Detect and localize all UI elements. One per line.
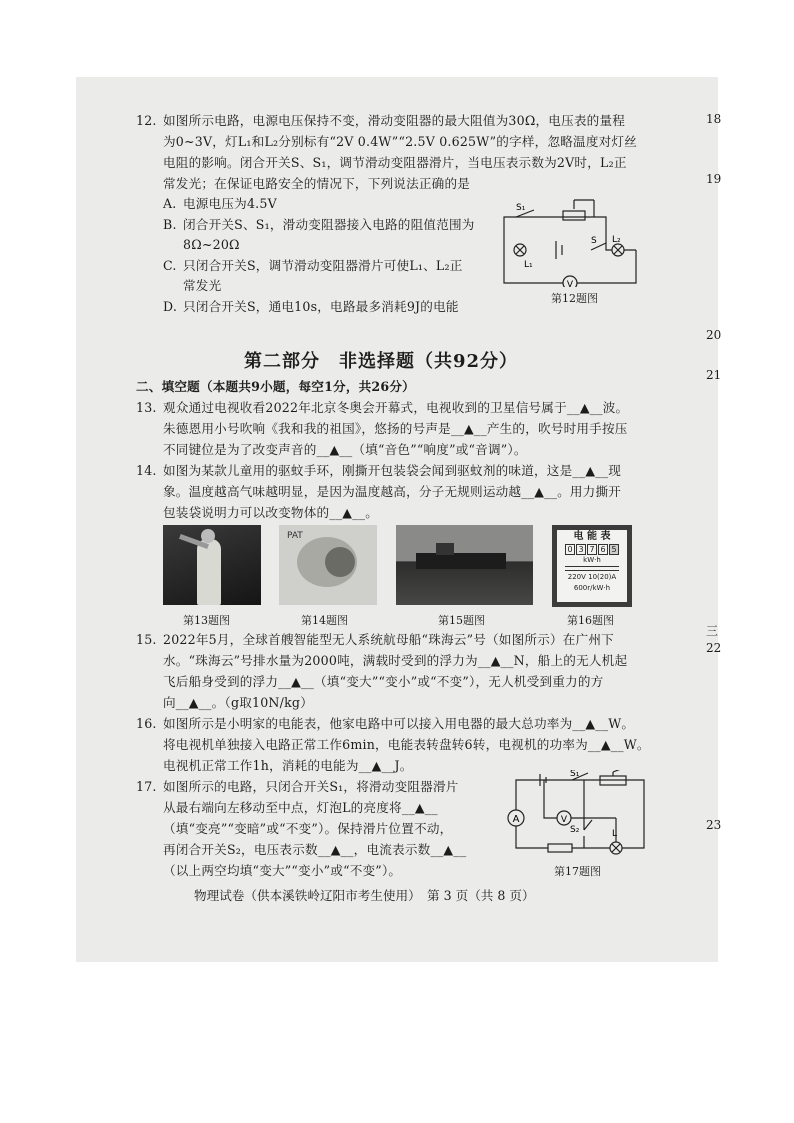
margin-number: 三 <box>706 624 719 638</box>
option-text: 闭合开关S、S₁，滑动变阻器接入电路的阻值范围为 <box>183 217 475 232</box>
photo-drone-carrier-ship <box>396 525 533 605</box>
option-text: 常发光 <box>183 278 222 293</box>
figure-caption: 第14题图 <box>301 614 348 627</box>
question-text-line: 朱德恩用小号吹响《我和我的祖国》，悠扬的号声是__▲__产生的，吹号时用手按压 <box>163 421 628 436</box>
lamp-l2-label: L₂ <box>612 235 621 245</box>
question-number: 16. <box>136 716 157 731</box>
question-text-line: 再闭合开关S₂，电压表示数__▲__，电流表示数__▲__ <box>163 842 467 857</box>
question-text-line: （填“变亮”“变暗”或“不变”）。保持滑片位置不动， <box>163 821 453 836</box>
margin-number: 19 <box>706 172 722 186</box>
question-text-line: 不同键位是为了改变声音的__▲__（填“音色”“响度”或“音调”）。 <box>163 442 527 457</box>
margin-number: 23 <box>706 818 722 832</box>
circuit-diagram-q12 <box>496 195 646 287</box>
figure-caption: 第15题图 <box>438 614 485 627</box>
photo-trumpet-player <box>163 525 261 605</box>
option-text: 8Ω~20Ω <box>183 237 240 252</box>
switch-s1-label: S₁ <box>570 770 580 779</box>
margin-number: 22 <box>706 641 722 655</box>
margin-number: 18 <box>706 112 722 126</box>
section-title: 第二部分 非选择题（共92分） <box>244 351 519 372</box>
option-label: C. <box>163 258 177 273</box>
circuit-diagram-q17 <box>504 770 649 858</box>
question-text-line: 包装袋说明力可以改变物体的__▲__。 <box>163 505 378 520</box>
exam-page <box>76 77 718 962</box>
photo-mosquito-bracelet <box>279 525 377 605</box>
question-text-line: 为0~3V，灯L₁和L₂分别标有“2V 0.4W”“2.5V 0.625W”的字样，忽略温度对灯丝 <box>163 134 638 149</box>
meter-rating: 220V 10(20)A <box>567 573 617 581</box>
part-heading: 二、填空题（本题共9小题，每空1分，共26分） <box>136 379 415 394</box>
lamp-l-label: L <box>612 829 618 839</box>
question-text-line: 如图所示电路，电源电压保持不变，滑动变阻器的最大阻值为30Ω，电压表的量程 <box>163 113 626 128</box>
question-text-line: 如图所示的电路，只闭合开关S₁，将滑动变阻器滑片 <box>163 779 459 794</box>
margin-number: 21 <box>706 368 722 382</box>
question-text-line: 2022年5月，全球首艘智能型无人系统航母船“珠海云”号（如图所示）在广州下 <box>163 632 614 647</box>
switch-s-label: S <box>591 236 597 246</box>
option-text: 只闭合开关S，调节滑动变阻器滑片可使L₁、L₂正 <box>183 258 463 273</box>
question-text-line: 飞后船身受到的浮力__▲__（填“变大”“变小”或“不变”），无人机受到重力的方 <box>163 674 604 689</box>
ammeter-label: A <box>512 814 520 825</box>
meter-title: 电 能 表 <box>573 531 611 542</box>
question-text-line: 象。温度越高气味越明显，是因为温度越高，分子无规则运动越__▲__。用力撕开 <box>163 484 622 499</box>
option-label: D. <box>163 299 178 314</box>
switch-s1-label: S₁ <box>516 203 526 213</box>
question-number: 13. <box>136 400 157 415</box>
meter-unit: kW·h <box>583 556 601 564</box>
option-text: 电源电压为4.5V <box>183 196 277 211</box>
meter-digit: 5 <box>609 544 619 555</box>
meter-digits <box>557 544 627 555</box>
question-text-line: 将电视机单独接入电路正常工作6min，电能表转盘转6转，电视机的功率为__▲__W。 <box>163 737 650 752</box>
switch-s2-label: S₂ <box>570 825 580 835</box>
option-text: 只闭合开关S，通电10s，电路最多消耗9J的电能 <box>183 299 459 314</box>
lamp-l1-label: L₁ <box>524 260 533 270</box>
question-text-line: 电视机正常工作1h，消耗的电能为__▲__J。 <box>163 758 413 773</box>
question-number: 15. <box>136 632 157 647</box>
question-text-line: 电阻的影响。闭合开关S、S₁，调节滑动变阻器滑片，当电压表示数为2V时，L₂正 <box>163 155 627 170</box>
question-text-line: （以上两空均填“变大”“变小”或“不变”）。 <box>163 863 402 878</box>
question-text-line: 如图所示是小明家的电能表，他家电路中可以接入用电器的最大总功率为__▲__W。 <box>163 716 635 731</box>
figure-caption: 第13题图 <box>183 614 230 627</box>
page-footer: 物理试卷（供本溪铁岭辽阳市考生使用） 第 3 页（共 8 页） <box>194 888 535 903</box>
question-number: 14. <box>136 463 157 478</box>
meter-digit: 3 <box>576 544 586 555</box>
figure-caption: 第16题图 <box>567 614 614 627</box>
meter-digit: 7 <box>587 544 597 555</box>
question-text-line: 水。“珠海云”号排水量为2000吨，满载时受到的浮力为__▲__N，船上的无人机起 <box>163 653 628 668</box>
meter-digit: 6 <box>598 544 608 555</box>
question-text-line: 如图为某款儿童用的驱蚊手环，刚撕开包装袋会闻到驱蚊剂的味道，这是__▲__现 <box>163 463 622 478</box>
figure-caption: 第12题图 <box>551 292 598 305</box>
package-text: PAT <box>287 531 303 541</box>
voltmeter-label: V <box>566 280 574 287</box>
question-number: 17. <box>136 779 157 794</box>
meter-disc <box>565 566 619 571</box>
meter-digit: 0 <box>565 544 575 555</box>
question-text-line: 常发光；在保证电路安全的情况下，下列说法正确的是 <box>163 176 471 191</box>
margin-number: 20 <box>706 328 722 342</box>
question-text-line: 观众通过电视收看2022年北京冬奥会开幕式，电视收到的卫星信号属于__▲__波。 <box>163 400 629 415</box>
option-label: A. <box>163 196 177 211</box>
question-number: 12. <box>136 113 157 128</box>
meter-revolutions: 600r/kW·h <box>573 584 611 592</box>
option-label: B. <box>163 217 177 232</box>
question-text-line: 向__▲__。（g取10N/kg） <box>163 695 313 710</box>
figure-caption: 第17题图 <box>554 865 601 878</box>
electricity-meter <box>552 525 632 607</box>
voltmeter-label: V <box>560 815 568 825</box>
question-text-line: 从最右端向左移动至中点，灯泡L的亮度将__▲__ <box>163 800 438 815</box>
